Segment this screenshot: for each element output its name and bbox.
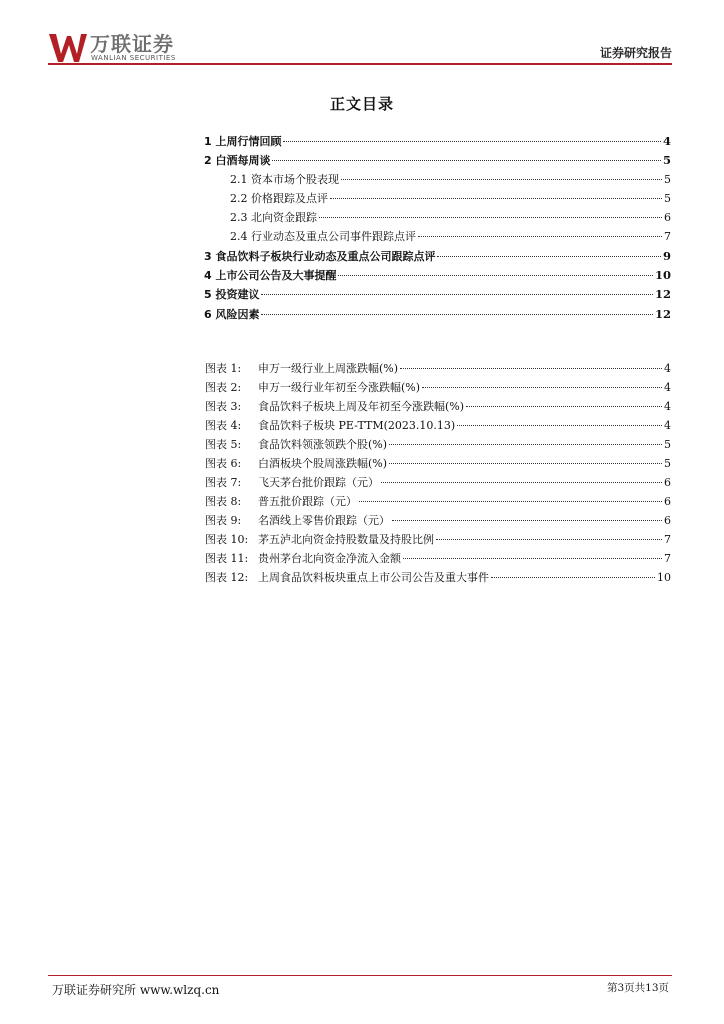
figure-number: 图表 9: bbox=[205, 514, 242, 527]
figure-entry[interactable] bbox=[205, 494, 671, 510]
figure-number: 图表 1: bbox=[205, 362, 242, 375]
leader-dots bbox=[381, 482, 662, 483]
toc-entry-page: 5 bbox=[664, 192, 671, 205]
figure-page: 4 bbox=[664, 419, 671, 432]
toc-entry-label: 3 食品饮料子板块行业动态及重点公司跟踪点评 bbox=[204, 250, 436, 263]
figure-page: 4 bbox=[664, 381, 671, 394]
toc-entry-label: 5 投资建议 bbox=[204, 288, 260, 301]
toc-entry-page: 4 bbox=[662, 134, 671, 148]
toc-entry-page: 5 bbox=[662, 153, 671, 167]
header-divider bbox=[48, 63, 672, 65]
leader-dots bbox=[330, 198, 662, 199]
figure-page: 7 bbox=[664, 552, 671, 565]
figure-label: 贵州茅台北向资金净流入金额 bbox=[258, 552, 401, 565]
figure-entry[interactable] bbox=[205, 551, 671, 567]
figure-page: 4 bbox=[664, 400, 671, 413]
report-type-label: 证券研究报告 bbox=[599, 46, 672, 60]
leader-dots bbox=[491, 577, 655, 578]
leader-dots bbox=[261, 314, 653, 315]
leader-dots bbox=[389, 444, 662, 445]
figure-entry[interactable] bbox=[205, 418, 671, 434]
figure-page: 4 bbox=[664, 362, 671, 375]
leader-dots bbox=[400, 368, 662, 369]
figure-entry[interactable] bbox=[205, 361, 671, 377]
figure-entry[interactable] bbox=[205, 399, 671, 415]
leader-dots bbox=[403, 558, 662, 559]
figure-page: 5 bbox=[664, 457, 671, 470]
figure-number: 图表 10: bbox=[205, 533, 249, 546]
toc-entry-label: 2.3 北向资金跟踪 bbox=[230, 211, 317, 224]
figure-label: 食品饮料领涨领跌个股(%) bbox=[258, 438, 388, 451]
leader-dots bbox=[359, 501, 662, 502]
leader-dots bbox=[272, 160, 661, 161]
figure-label: 申万一级行业上周涨跌幅(%) bbox=[258, 362, 399, 375]
figure-number: 图表 12: bbox=[205, 571, 249, 584]
leader-dots bbox=[422, 387, 662, 388]
toc-entry-page: 7 bbox=[664, 230, 671, 243]
toc-entry-page: 9 bbox=[662, 249, 671, 263]
figure-label: 上周食品饮料板块重点上市公司公告及重大事件 bbox=[258, 571, 489, 584]
toc-subentry[interactable] bbox=[230, 210, 671, 226]
figure-label: 白酒板块个股周涨跌幅(%) bbox=[258, 457, 388, 470]
company-logo bbox=[48, 32, 193, 64]
figure-entry[interactable] bbox=[205, 437, 671, 453]
leader-dots bbox=[341, 179, 662, 180]
figure-label: 食品饮料子板块 PE-TTM(2023.10.13) bbox=[258, 419, 456, 432]
toc-entry-page: 10 bbox=[654, 268, 671, 282]
figure-page: 10 bbox=[657, 571, 671, 584]
figure-number: 图表 4: bbox=[205, 419, 242, 432]
leader-dots bbox=[261, 294, 653, 295]
toc-entry[interactable] bbox=[204, 306, 671, 323]
leader-dots bbox=[338, 275, 653, 276]
figure-number: 图表 6: bbox=[205, 457, 242, 470]
toc-entry[interactable] bbox=[204, 152, 671, 169]
figure-entry[interactable] bbox=[205, 570, 671, 586]
toc-title: 正文目录 bbox=[329, 95, 394, 113]
figure-number: 图表 3: bbox=[205, 400, 242, 413]
toc-entry-page: 12 bbox=[654, 287, 671, 301]
leader-dots bbox=[283, 141, 661, 142]
figure-entry[interactable] bbox=[205, 475, 671, 491]
toc-entry-label: 6 风险因素 bbox=[204, 308, 260, 321]
figure-label: 普五批价跟踪（元） bbox=[258, 495, 357, 508]
toc-entry[interactable] bbox=[204, 133, 671, 150]
figure-label: 食品饮料子板块上周及年初至今涨跌幅(%) bbox=[258, 400, 465, 413]
logo-english-name: WANLIAN SECURITIES bbox=[91, 54, 176, 62]
toc-entry-label: 2.4 行业动态及重点公司事件跟踪点评 bbox=[230, 230, 416, 243]
w-logo-icon bbox=[48, 32, 88, 64]
figure-number: 图表 11: bbox=[205, 552, 249, 565]
toc-entry-page: 12 bbox=[654, 307, 671, 321]
toc-entry-label: 1 上周行情回顾 bbox=[204, 135, 282, 148]
footer-divider bbox=[48, 975, 672, 976]
leader-dots bbox=[392, 520, 662, 521]
figure-page: 5 bbox=[664, 438, 671, 451]
figure-label: 飞天茅台批价跟踪（元） bbox=[258, 476, 379, 489]
figure-number: 图表 7: bbox=[205, 476, 242, 489]
toc-entry[interactable] bbox=[204, 248, 671, 265]
figure-page: 6 bbox=[664, 514, 671, 527]
figure-entry[interactable] bbox=[205, 513, 671, 529]
toc-entry[interactable] bbox=[204, 286, 671, 303]
figure-number: 图表 8: bbox=[205, 495, 242, 508]
toc-entry-label: 2.1 资本市场个股表现 bbox=[230, 173, 339, 186]
figure-label: 名酒线上零售价跟踪（元） bbox=[258, 514, 390, 527]
figure-number: 图表 5: bbox=[205, 438, 242, 451]
leader-dots bbox=[466, 406, 662, 407]
toc-subentry[interactable] bbox=[230, 229, 671, 245]
leader-dots bbox=[418, 236, 662, 237]
figure-number: 图表 2: bbox=[205, 381, 242, 394]
footer-page-info: 第3页共13页 bbox=[606, 982, 669, 994]
leader-dots bbox=[437, 256, 661, 257]
figure-page: 6 bbox=[664, 476, 671, 489]
figure-entry[interactable] bbox=[205, 456, 671, 472]
toc-entry-label: 4 上市公司公告及大事提醒 bbox=[204, 269, 337, 282]
figure-entry[interactable] bbox=[205, 380, 671, 396]
leader-dots bbox=[436, 539, 662, 540]
leader-dots bbox=[319, 217, 662, 218]
figure-page: 7 bbox=[664, 533, 671, 546]
figure-page: 6 bbox=[664, 495, 671, 508]
toc-subentry[interactable] bbox=[230, 191, 671, 207]
figure-entry[interactable] bbox=[205, 532, 671, 548]
figure-label: 茅五泸北向资金持股数量及持股比例 bbox=[258, 533, 434, 546]
toc-entry-label: 2.2 价格跟踪及点评 bbox=[230, 192, 328, 205]
toc-entry-page: 6 bbox=[664, 211, 671, 224]
toc-entry[interactable] bbox=[204, 267, 671, 284]
page-header bbox=[0, 0, 724, 66]
footer-company: 万联证券研究所 www.wlzq.cn bbox=[52, 983, 220, 997]
toc-subentry[interactable] bbox=[230, 172, 671, 188]
logo-chinese-name: 万联证券 bbox=[90, 32, 174, 56]
toc-entry-label: 2 白酒每周谈 bbox=[204, 154, 271, 167]
leader-dots bbox=[389, 463, 662, 464]
toc-entry-page: 5 bbox=[664, 173, 671, 186]
figure-label: 申万一级行业年初至今涨跌幅(%) bbox=[258, 381, 421, 394]
leader-dots bbox=[457, 425, 662, 426]
